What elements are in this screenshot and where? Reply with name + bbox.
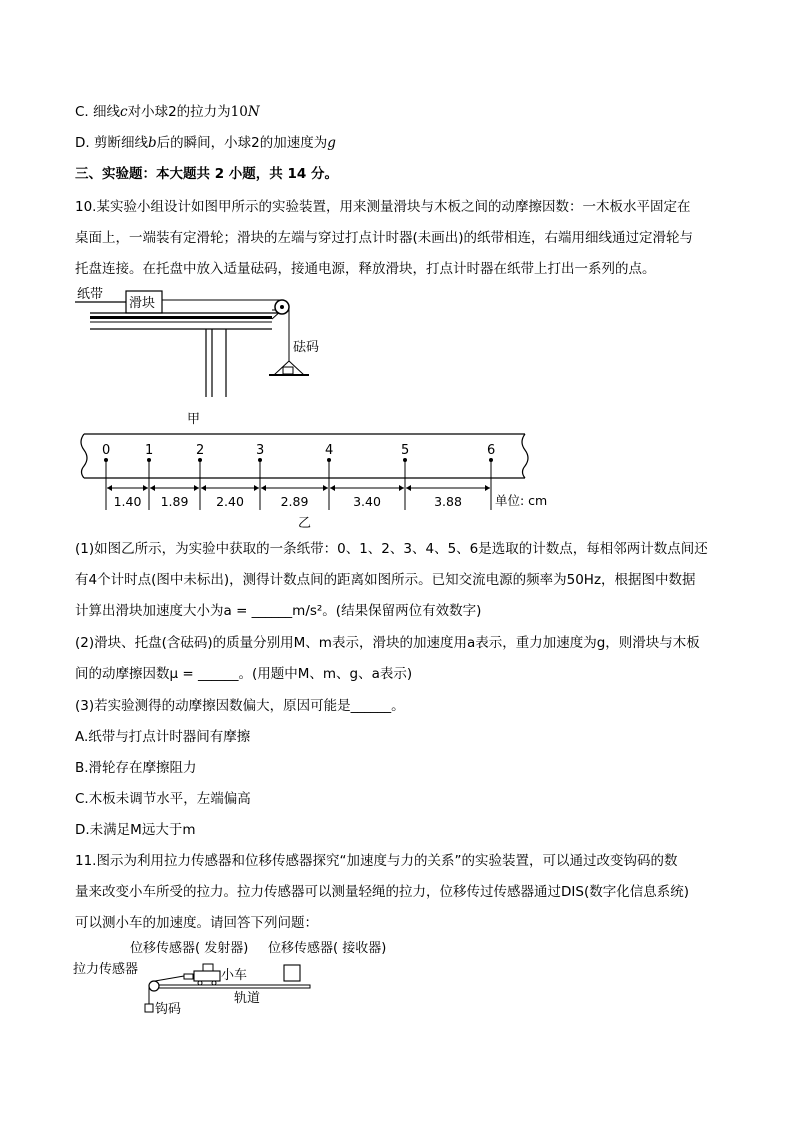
p1-line-2: 有4个计时点(图中未标出)，测得计数点间的距离如图所示。已知交流电源的频率为50Hz，根据图中数据 [75, 572, 696, 588]
count-point-label-1: 1 [145, 443, 154, 458]
tape-label: 纸带 [77, 287, 104, 302]
distance-arrowhead [330, 485, 335, 491]
q11-line-2: 量来改变小车所受的拉力。拉力传感器可以测量轻绳的拉力，位移传过传感器通过DIS(数字化信息系统) [75, 884, 689, 900]
distance-label-3: 2.40 [216, 494, 244, 509]
p1-line-1: (1)如图乙所示，为实验中获取的一条纸带：0、1、2、3、4、5、6是选取的计数点，每相邻两计数点间还 [75, 541, 708, 557]
unit-label: 单位: cm [495, 493, 548, 508]
option-d2: D.未满足M远大于m [75, 822, 196, 838]
figure-jia-apparatus [60, 285, 360, 425]
q10-line-1: 10.某实验小组设计如图甲所示的实验装置，用来测量滑块与木板之间的动摩擦因数：一木板水平固定在 [75, 199, 691, 215]
emitter-label: 位移传感器( 发射器) [130, 941, 249, 956]
figure-jia-caption: 甲 [187, 412, 201, 427]
figure-yi-tape [70, 428, 548, 531]
option-c2: C.木板未调节水平，左端偏高 [75, 791, 251, 807]
distance-label-5: 3.40 [353, 494, 381, 509]
distance-arrowhead [261, 485, 266, 491]
emitter-icon [203, 964, 213, 971]
track-label: 轨道 [234, 991, 261, 1006]
option-b: B.滑轮存在摩擦阻力 [75, 760, 197, 776]
pulley-icon [149, 981, 159, 991]
weight-icon [283, 367, 293, 374]
p3-line: (3)若实验测得的动摩擦因数偏大，原因可能是______。 [75, 698, 405, 714]
q11-line-1: 11.图示为利用拉力传感器和位移传感器探究“加速度与力的关系”的实验装置，可以通过改变钩码的数 [75, 853, 678, 869]
option-c: C. 细线c对小球2的拉力为10N [75, 104, 260, 120]
distance-label-4: 2.89 [280, 494, 309, 509]
p2-line-1: (2)滑块、托盘(含砝码)的质量分别用M、m表示，滑块的加速度用a表示，重力加速度为g，则滑块与木板 [75, 635, 700, 651]
distance-arrowhead [323, 485, 328, 491]
p1-line-3: 计算出滑块加速度大小为a = ______m/s²。(结果保留两位有效数字) [75, 603, 482, 619]
force-sensor-icon [184, 974, 193, 979]
distance-arrowhead [406, 485, 411, 491]
figure-11-apparatus [70, 935, 410, 1025]
distance-arrowhead [150, 485, 155, 491]
q11-line-3: 可以测小车的加速度。请回答下列问题： [75, 915, 318, 931]
receiver-label: 位移传感器( 接收器) [268, 941, 387, 956]
block-label: 滑块 [129, 296, 156, 311]
q10-line-2: 桌面上，一端装有定滑轮；滑块的左端与穿过打点计时器(未画出)的纸带相连，右端用细线通过定滑轮与 [75, 230, 694, 246]
distance-arrowhead [107, 485, 112, 491]
count-point-label-3: 3 [256, 443, 265, 458]
distance-arrowhead [201, 485, 206, 491]
count-point-label-4: 4 [325, 443, 334, 458]
receiver-icon [284, 965, 300, 981]
p2-line-2: 间的动摩擦因数μ = ______。(用题中M、m、g、a表示) [75, 666, 413, 682]
hook-weight-icon [145, 1004, 153, 1012]
force-sensor-label: 拉力传感器 [73, 962, 139, 977]
distance-label-2: 1.89 [160, 494, 189, 509]
distance-arrowhead [194, 485, 199, 491]
distance-arrowhead [143, 485, 148, 491]
distance-label-6: 3.88 [434, 494, 462, 509]
count-point-label-0: 0 [102, 443, 111, 458]
track [155, 985, 310, 988]
distance-label-1: 1.40 [113, 494, 142, 509]
q10-line-3: 托盘连接。在托盘中放入适量砝码，接通电源，释放滑块，打点计时器在纸带上打出一系列的点。 [75, 261, 656, 277]
distance-arrowhead [399, 485, 404, 491]
cart-label: 小车 [221, 968, 248, 983]
cart-icon [194, 971, 220, 981]
count-point-label-2: 2 [196, 443, 205, 458]
hook-weight-label: 钩码 [155, 1002, 182, 1017]
distance-arrowhead [254, 485, 259, 491]
section-3-header: 三、实验题：本大题共 2 小题，共 14 分。 [75, 166, 338, 182]
count-point-label-6: 6 [487, 443, 496, 458]
option-d: D. 剪断细线b后的瞬间，小球2的加速度为g [75, 135, 336, 151]
weight-label: 砝码 [293, 340, 320, 355]
distance-arrowhead [485, 485, 490, 491]
option-a: A.纸带与打点计时器间有摩擦 [75, 729, 251, 745]
count-point-label-5: 5 [401, 443, 410, 458]
figure-yi-caption: 乙 [298, 516, 312, 531]
